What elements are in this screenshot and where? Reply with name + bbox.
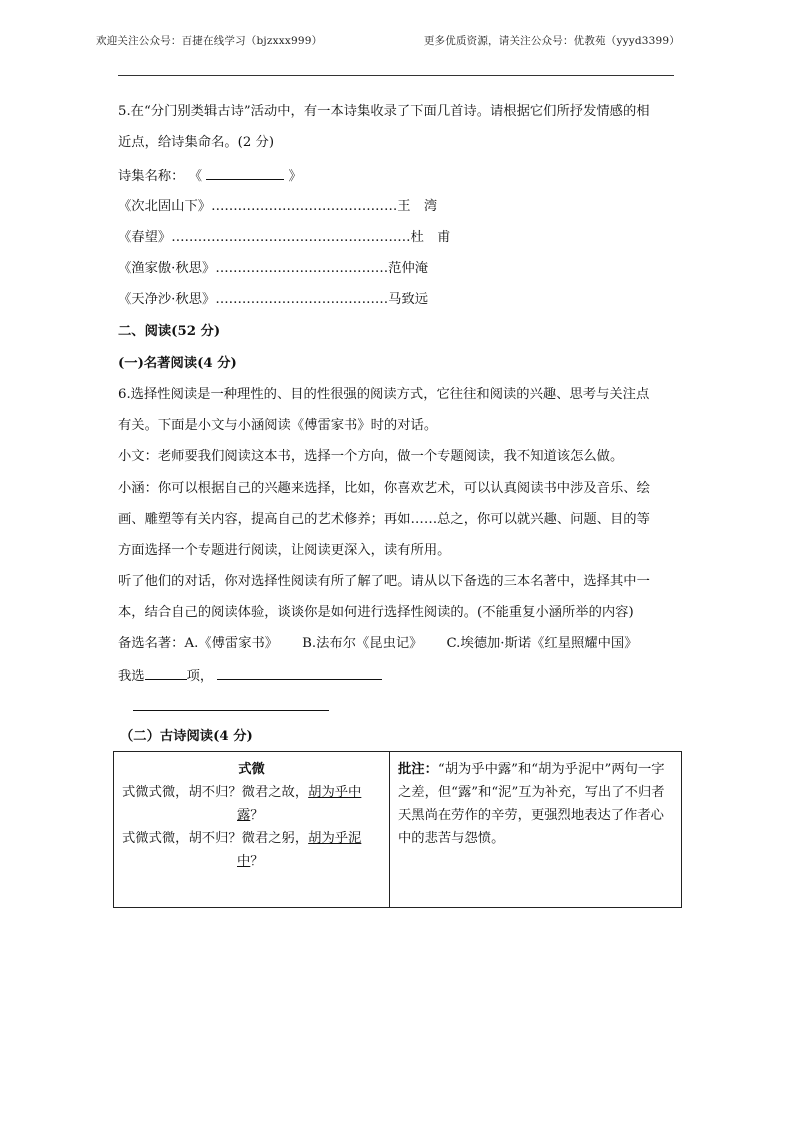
q5-open-quote: 《: [188, 169, 203, 184]
q6-xiaowen: 小文：老师要我们阅读这本书，选择一个方向，做一个专题阅读，我不知道该怎么做。: [118, 449, 624, 464]
annotation-text: “胡为乎中露”和“胡为乎泥中”两句一字之差，但“露”和“泥”互为补充，写出了不归者天黑尚在劳作的辛劳，更强烈地表达了作者心中的悲苦与怨愤。: [398, 762, 665, 846]
q6-option-c: C.埃德加·斯诺《红星照耀中国》: [446, 636, 638, 651]
annotation-label: 批注：: [398, 762, 438, 777]
poem-author: 马致远: [388, 292, 429, 307]
poem-cell: [114, 752, 390, 908]
q5-line-1: 5.在“分门别类辑古诗”活动中，有一本诗集收录了下面几首诗。请根据它们所抒发情感的相: [118, 104, 650, 119]
poem-author: 范仲淹: [388, 261, 429, 276]
poem-line-1-underlined: 胡为乎中: [308, 785, 362, 800]
poem-entry: [118, 291, 428, 309]
q5-line-2: 近点，给诗集命名。(2 分): [118, 135, 275, 150]
q6-xiaohan-1: 小涵：你可以根据自己的兴趣来选择，比如，你喜欢艺术，可以认真阅读书中涉及音乐、绘: [118, 481, 650, 496]
q6-instruction-1: 听了他们的对话，你对选择性阅读有所了解了吧。请从以下备选的三本名著中，选择其中一: [118, 574, 650, 589]
poem-line-1-cont: [122, 804, 381, 827]
poem-title: 《渔家傲·秋思》: [118, 261, 216, 276]
poem-title: 《春望》: [118, 230, 172, 245]
section-2-2-heading: （二）古诗阅读(4 分): [120, 729, 253, 744]
poem-author: 杜 甫: [410, 230, 451, 245]
poem-line-1-underlined-cont: 露: [237, 808, 251, 823]
q5-collection-name-row: [118, 166, 302, 186]
q6-option-a: A.《傅雷家书》: [184, 636, 279, 651]
q6-line-2: 有关。下面是小文与小涵阅读《傅雷家书》时的对话。: [118, 418, 438, 433]
poem-dots: …………………………………: [215, 261, 389, 276]
poem-line-2-end: ？: [250, 854, 264, 869]
header-right-text: 更多优质资源，请关注公众号：优教苑（yyyd3399）: [423, 35, 680, 47]
poem-title: 《天净沙·秋思》: [118, 292, 216, 307]
q6-xiaohan-3: 方面选择一个专题进行阅读，让阅读更深入，读有所用。: [118, 543, 451, 558]
section-2-heading: 二、阅读(52 分): [118, 324, 221, 339]
q6-option-b: B.法布尔《昆虫记》: [302, 636, 423, 651]
q6-answer-blank-2[interactable]: [133, 710, 329, 711]
poem-author: 王 湾: [397, 199, 438, 214]
poem-line-1: [122, 781, 381, 804]
q6-xiaohan-2: 画、雕塑等有关内容，提高自己的艺术修养；再如……总之，你可以就兴趣、问题、目的等: [118, 512, 650, 527]
poem-entry: [118, 198, 437, 216]
q6-options-label: 备选名著：: [118, 636, 185, 651]
poem-line-1-text: 式微式微，胡不归？微君之故，: [122, 785, 309, 800]
poem-line-2-text: 式微式微，胡不归？微君之躬，: [122, 831, 309, 846]
q6-choose-prefix: 我选: [118, 669, 145, 684]
poem-line-2: [122, 827, 381, 850]
q6-answer-blank-1[interactable]: [217, 666, 382, 680]
poem-dots: ……………………………………: [211, 199, 398, 214]
poem-line-2-underlined: 胡为乎泥: [308, 831, 362, 846]
poem-dots: ………………………………………………: [171, 230, 411, 245]
section-2-1-heading: (一)名著阅读(4 分): [118, 356, 237, 371]
q5-name-label: 诗集名称：: [118, 169, 185, 184]
poem-line-1-end: ？: [250, 808, 264, 823]
q6-line-1: 6.选择性阅读是一种理性的、目的性很强的阅读方式，它往往和阅读的兴趣、思考与关注点: [118, 387, 650, 402]
q5-close-quote: 》: [288, 169, 302, 184]
q6-choose-mid: 项，: [186, 669, 214, 684]
poem-dots: …………………………………: [215, 292, 389, 307]
poem-entry: [118, 229, 450, 247]
poem-title: 《次北固山下》: [118, 199, 212, 214]
poem-line-2-cont: [122, 850, 381, 873]
header-divider: [118, 75, 674, 76]
q5-name-answer-blank[interactable]: [206, 166, 284, 180]
poem-line-2-underlined-cont: 中: [237, 854, 251, 869]
poem-shiwei-title: 式微: [238, 762, 265, 777]
q6-choice-row: [118, 666, 382, 686]
annotation-cell: [390, 752, 682, 908]
q6-instruction-2: 本，结合自己的阅读体验，谈谈你是如何进行选择性阅读的。(不能重复小涵所举的内容): [118, 605, 634, 620]
header-left-text: 欢迎关注公众号：百捷在线学习（bjzxxx999）: [96, 35, 323, 47]
poem-entry: [118, 260, 428, 278]
poem-annotation-table: [113, 751, 682, 908]
q6-choice-blank[interactable]: [145, 666, 187, 680]
q6-options-row: [118, 635, 638, 653]
